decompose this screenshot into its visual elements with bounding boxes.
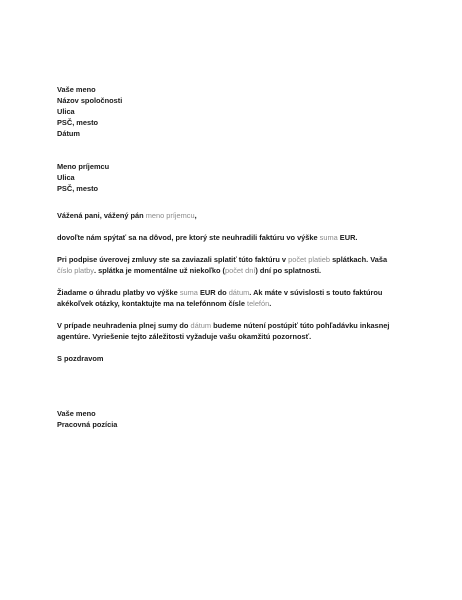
paragraph-4 — [57, 320, 407, 342]
recipient-zip-city: PSČ, mesto — [57, 184, 99, 193]
signature-block — [57, 408, 407, 430]
para4-date-placeholder: dátum — [190, 321, 212, 330]
sender-zip-city: PSČ, mesto — [57, 118, 99, 127]
para2-line2-a: . splátka je momentálne už niekoľko ( — [93, 266, 225, 275]
para2-payment-number-placeholder: číslo platby — [57, 266, 94, 275]
signature-position: Pracovná pozícia — [57, 420, 118, 429]
salutation-end: , — [194, 211, 197, 220]
para3-amount-placeholder: suma — [179, 288, 198, 297]
para1-end: EUR. — [337, 233, 358, 242]
para2-days-placeholder: počet dní — [224, 266, 256, 275]
para3-line2-b: . — [269, 299, 272, 308]
closing-text: S pozdravom — [57, 354, 104, 363]
recipient-block — [57, 161, 407, 194]
sender-company: Názov spoločnosti — [57, 96, 123, 105]
para3-line1-a: Žiadame o úhradu platby vo výške — [57, 288, 180, 297]
recipient-name: Meno príjemcu — [57, 162, 110, 171]
para2-line1-b: splátkach. Vaša — [330, 255, 388, 264]
para3-line1-b: EUR do — [197, 288, 229, 297]
signature-name: Vaše meno — [57, 409, 96, 418]
paragraph-3 — [57, 287, 407, 309]
para3-line2-a: akékoľvek otázky, kontaktujte ma na telefónnom čísle — [57, 299, 248, 308]
salutation — [57, 210, 407, 221]
para2-payments-placeholder: počet platieb — [288, 255, 331, 264]
para1-text: dovoľte nám spýtať sa na dôvod, pre ktorý ste neuhradili faktúru vo výške — [57, 233, 320, 242]
closing-block — [57, 353, 407, 364]
recipient-street: Ulica — [57, 173, 75, 182]
para4-line2: agentúre. Vyriešenie tejto záležitosti vyžaduje vašu okamžitú pozornosť. — [57, 332, 312, 341]
para2-line2-b: ) dní po splatnosti. — [255, 266, 322, 275]
para3-phone-placeholder: telefón — [247, 299, 270, 308]
paragraph-1 — [57, 232, 407, 243]
para2-line1-a: Pri podpise úverovej zmluvy ste sa zaviazali splatiť túto faktúru v — [57, 255, 289, 264]
para4-line1-a: V prípade neuhradenia plnej sumy do — [57, 321, 191, 330]
para3-date-placeholder: dátum — [228, 288, 250, 297]
para1-amount-placeholder: suma — [319, 233, 338, 242]
salutation-placeholder: meno príjemcu — [145, 211, 195, 220]
sender-street: Ulica — [57, 107, 75, 116]
para4-line1-b: budeme nútení postúpiť túto pohľadávku inkasnej — [211, 321, 390, 330]
paragraph-2 — [57, 254, 407, 276]
sender-block — [57, 84, 407, 139]
sender-name: Vaše meno — [57, 85, 96, 94]
para3-line1-c: . Ak máte v súvislosti s touto faktúrou — [249, 288, 383, 297]
letter-date: Dátum — [57, 129, 80, 138]
salutation-text: Vážená pani, vážený pán — [57, 211, 146, 220]
